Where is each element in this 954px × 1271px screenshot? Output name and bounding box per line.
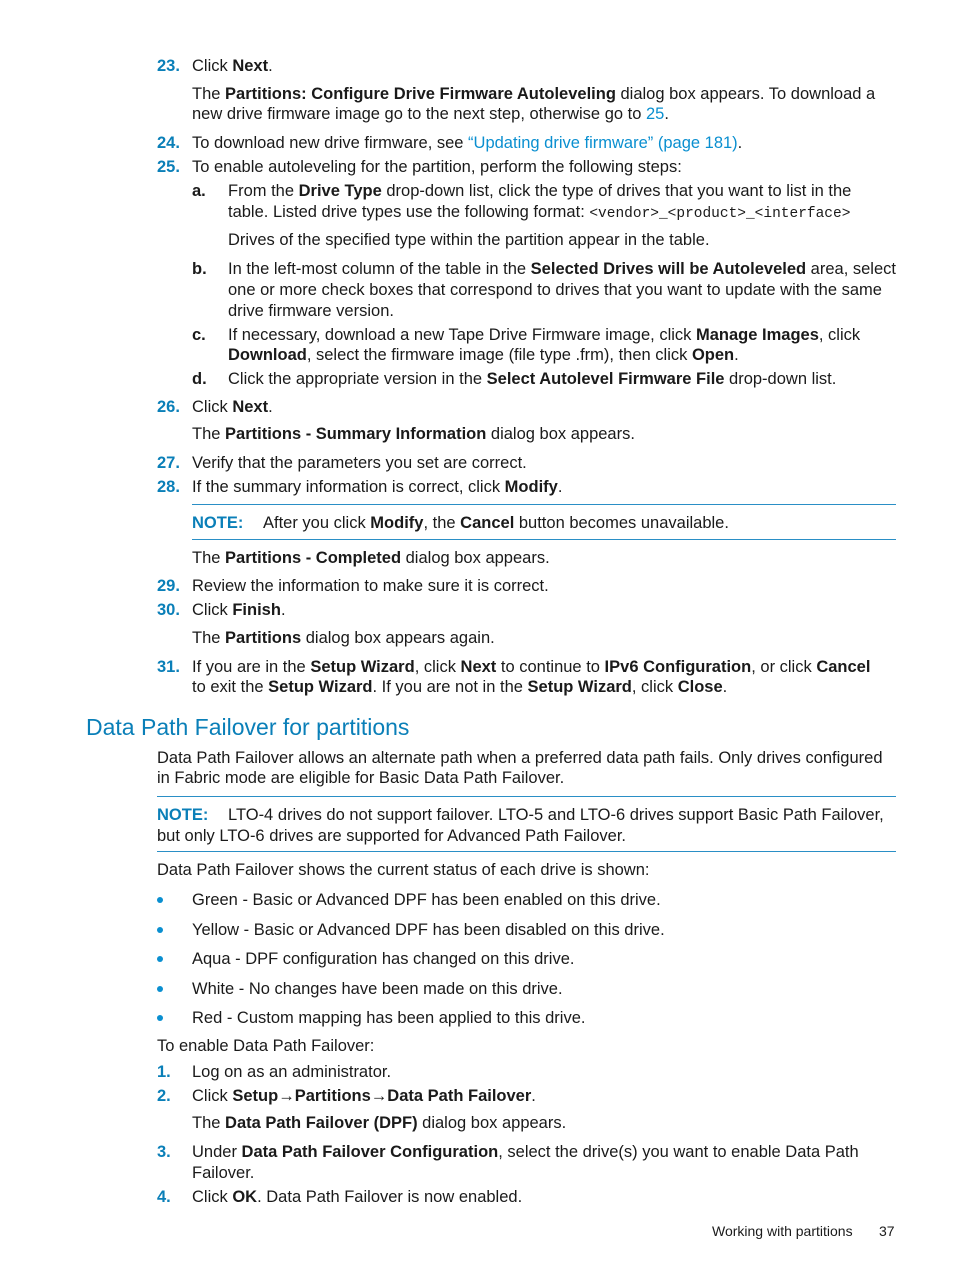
bold-term: Setup — [232, 1087, 279, 1105]
bold-term: Finish — [232, 601, 281, 619]
bold-term: Data Path Failover Configuration — [241, 1143, 499, 1161]
step-number: 24. — [157, 134, 180, 152]
bold-term: Open — [691, 346, 735, 364]
paragraph: Data Path Failover allows an alternate path when a preferred data path fails. Only drives configured — [157, 749, 883, 767]
step-text: If the summary information is correct, click Modify. — [192, 478, 563, 496]
paragraph: new drive firmware image go to the next step, otherwise go to 25. — [192, 105, 669, 123]
substep-letter: d. — [192, 370, 207, 388]
step-text: Under Data Path Failover Configuration, select the drive(s) you want to enable Data Path — [192, 1143, 859, 1161]
bold-term: Next — [232, 398, 269, 416]
bold-term: Selected Drives will be Autoleveled — [530, 260, 807, 278]
page-number: 37 — [879, 1223, 895, 1239]
bold-term: Setup Wizard — [310, 658, 415, 676]
bullet-icon — [157, 1015, 163, 1021]
code-format: <vendor>_<product>_<interface> — [589, 206, 851, 222]
bold-term: Data Path Failover (DPF) — [225, 1114, 418, 1132]
step-number: 3. — [157, 1143, 171, 1161]
bold-term: Next — [460, 658, 497, 676]
bold-term: Cancel — [816, 658, 871, 676]
list-item: Yellow - Basic or Advanced DPF has been disabled on this drive. — [192, 921, 665, 939]
bold-term: Modify — [504, 478, 558, 496]
paragraph: in Fabric mode are eligible for Basic Data Path Failover. — [157, 769, 565, 787]
substep-text: In the left-most column of the table in the Selected Drives will be Autoleveled area, select — [228, 260, 896, 278]
step-text: Click Next. — [192, 398, 273, 416]
paragraph: To enable Data Path Failover: — [157, 1037, 375, 1055]
step-text: Failover. — [192, 1164, 255, 1182]
cross-reference-link[interactable]: “Updating drive firmware” (page 181) — [468, 134, 738, 152]
substep-letter: b. — [192, 260, 207, 278]
step-text: Verify that the parameters you set are correct. — [192, 454, 527, 472]
note-rule-bottom — [192, 539, 896, 540]
note-rule-top — [192, 504, 896, 505]
substep-text: drive firmware version. — [228, 302, 394, 320]
paragraph: Data Path Failover shows the current status of each drive is shown: — [157, 861, 650, 879]
substep-text: Download, select the firmware image (file type .frm), then click Open. — [228, 346, 739, 364]
substep-text: Click the appropriate version in the Select Autolevel Firmware File drop-down list. — [228, 370, 837, 388]
bold-term: Next — [232, 57, 269, 75]
bullet-icon — [157, 956, 163, 962]
section-heading: Data Path Failover for partitions — [86, 714, 410, 740]
cross-reference-link[interactable]: 25 — [645, 105, 665, 123]
bold-term: Drive Type — [298, 182, 382, 200]
list-item: White - No changes have been made on this drive. — [192, 980, 563, 998]
substep-letter: a. — [192, 182, 206, 200]
step-number: 26. — [157, 398, 180, 416]
step-text: to exit the Setup Wizard. If you are not in the Setup Wizard, click Close. — [192, 678, 728, 696]
bullet-icon — [157, 897, 163, 903]
bold-term: Setup Wizard — [527, 678, 632, 696]
bullet-icon — [157, 927, 163, 933]
note-rule-top — [157, 796, 896, 797]
footer-section: Working with partitions — [712, 1223, 853, 1239]
note-text: After you click Modify, the Cancel button becomes unavailable. — [263, 514, 729, 532]
substep-text: table. Listed drive types use the following format: <vendor>_<product>_<interface> — [228, 203, 851, 222]
step-text: Log on as an administrator. — [192, 1063, 392, 1081]
bold-term: Modify — [370, 514, 424, 532]
bold-term: Partitions — [294, 1087, 371, 1105]
bold-term: Partitions: Configure Drive Firmware Autoleveling — [225, 85, 616, 103]
step-number: 28. — [157, 478, 180, 496]
bold-term: IPv6 Configuration — [604, 658, 752, 676]
step-number: 4. — [157, 1188, 171, 1206]
list-item: Green - Basic or Advanced DPF has been enabled on this drive. — [192, 891, 661, 909]
bold-term: Partitions - Completed — [225, 549, 402, 567]
bold-term: Partitions - Summary Information — [225, 425, 487, 443]
step-number: 29. — [157, 577, 180, 595]
note-label: NOTE: — [157, 806, 209, 824]
step-text: Click Finish. — [192, 601, 286, 619]
bold-term: Select Autolevel Firmware File — [486, 370, 725, 388]
substep-letter: c. — [192, 326, 206, 344]
step-text: Click Next. — [192, 57, 273, 75]
paragraph: The Partitions dialog box appears again. — [192, 629, 495, 647]
step-text: To download new drive firmware, see “Updating drive firmware” (page 181). — [192, 134, 743, 152]
list-item: Red - Custom mapping has been applied to this drive. — [192, 1009, 586, 1027]
paragraph: The Partitions - Summary Information dialog box appears. — [192, 425, 635, 443]
step-text: Review the information to make sure it is correct. — [192, 577, 549, 595]
step-number: 30. — [157, 601, 180, 619]
bold-term: Download — [228, 346, 307, 364]
step-text: Click Setup→Partitions→Data Path Failover. — [192, 1087, 536, 1105]
bold-term: Setup Wizard — [268, 678, 373, 696]
paragraph: The Partitions: Configure Drive Firmware Autoleveling dialog box appears. To download a — [192, 85, 876, 103]
substep-text: one or more check boxes that correspond to drives that you want to update with the same — [228, 281, 882, 299]
step-number: 27. — [157, 454, 180, 472]
bold-term: OK — [232, 1188, 258, 1206]
step-number: 25. — [157, 158, 180, 176]
step-number: 23. — [157, 57, 180, 75]
note-text: LTO-4 drives do not support failover. LTO-5 and LTO-6 drives support Basic Path Failover, — [228, 806, 884, 824]
substep-text: If necessary, download a new Tape Drive Firmware image, click Manage Images, click — [228, 326, 861, 344]
bold-term: Close — [677, 678, 723, 696]
note-text: but only LTO-6 drives are supported for Advanced Path Failover. — [157, 827, 626, 845]
step-number: 31. — [157, 658, 180, 676]
substep-text: From the Drive Type drop-down list, click the type of drives that you want to list in the — [228, 182, 852, 200]
step-text: If you are in the Setup Wizard, click Next to continue to IPv6 Configuration, or click Cancel — [192, 658, 871, 676]
bold-term: Data Path Failover — [387, 1087, 532, 1105]
note-label: NOTE: — [192, 514, 244, 532]
note-rule-bottom — [157, 851, 896, 852]
bullet-icon — [157, 986, 163, 992]
bold-term: Cancel — [460, 514, 515, 532]
paragraph: The Data Path Failover (DPF) dialog box appears. — [192, 1114, 567, 1132]
list-item: Aqua - DPF configuration has changed on this drive. — [192, 950, 575, 968]
bold-term: Manage Images — [696, 326, 819, 344]
step-number: 1. — [157, 1063, 171, 1081]
paragraph: Drives of the specified type within the partition appear in the table. — [228, 231, 710, 249]
paragraph: The Partitions - Completed dialog box appears. — [192, 549, 550, 567]
bold-term: Partitions — [225, 629, 302, 647]
step-number: 2. — [157, 1087, 171, 1105]
step-text: Click OK. Data Path Failover is now enabled. — [192, 1188, 523, 1206]
step-text: To enable autoleveling for the partition, perform the following steps: — [192, 158, 682, 176]
